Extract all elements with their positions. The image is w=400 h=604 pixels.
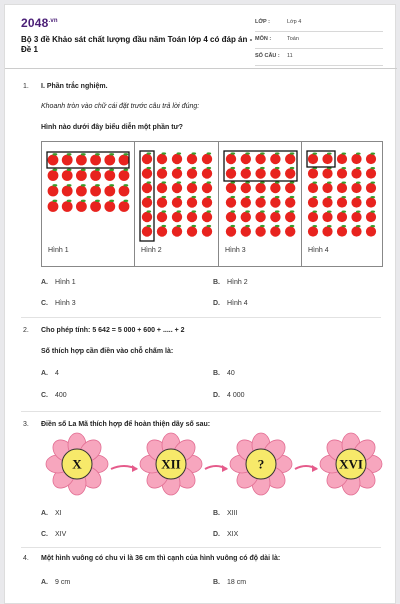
option-letter: A. [41,579,48,586]
question-text: I. Phần trắc nghiệm. [41,83,108,90]
apple-icon [202,167,212,179]
apple-icon [351,225,361,237]
apple-icon [366,182,376,194]
option-letter: B. [213,279,220,286]
option-a[interactable] [41,279,76,286]
apple-icon [351,211,361,223]
apple-icon [142,196,152,208]
option-text: Hình 1 [55,279,76,286]
apple-grid [135,142,219,246]
apple-icon [226,196,236,208]
apple-icon [226,167,236,179]
option-letter: D. [213,531,220,538]
apple-icon [226,210,236,222]
question-prompt: Hình nào dưới đây biểu diễn một phần tư? [41,124,183,131]
apple-icon [76,184,87,196]
option-letter: B. [213,510,220,517]
figure-label: Hình 4 [308,247,329,254]
apple-icon [270,196,280,208]
document-header [5,5,397,69]
apple-icon [62,153,73,165]
apple-icon [202,196,212,208]
apple-icon [90,169,101,181]
apple-icon [157,181,167,193]
apple-icon [157,210,167,222]
question-text: Điền số La Mã thích hợp để hoàn thiện dãy số sau: [41,421,211,428]
flower-label: XVI [339,456,363,472]
apple-icon [322,196,332,208]
flower-icon [140,433,202,495]
apple-grid [219,142,302,246]
apple-icon [119,169,130,181]
apple-icon [285,181,295,193]
option-a[interactable] [41,510,62,517]
apple-icon [119,200,130,212]
figure-label: Hình 1 [48,247,69,254]
apple-icon [308,225,318,237]
option-letter: C. [41,531,48,538]
apple-icon [142,167,152,179]
apple-icon [90,153,101,165]
option-c[interactable] [41,531,66,538]
apple-icon [270,225,280,237]
apple-icon [226,225,236,237]
apple-icon [270,210,280,222]
option-text: 4 [55,370,59,377]
apple-icon [172,181,182,193]
apple-icon [187,167,197,179]
option-b[interactable] [213,370,235,377]
question-prompt: Số thích hợp cần điền vào chỗ chấm là: [41,348,174,355]
apple-icon [270,167,280,179]
apple-icon [351,182,361,194]
option-text: 400 [55,392,67,399]
figure-label: Hình 2 [141,247,162,254]
question-number: 3. [23,421,29,428]
figure-4 [302,142,382,266]
option-letter: A. [41,510,48,517]
apple-icon [337,182,347,194]
apple-icon [187,181,197,193]
apple-icon [187,152,197,164]
meta-row-class [255,17,383,32]
figure-label: Hình 3 [225,247,246,254]
apple-icon [308,196,318,208]
apple-icon [202,210,212,222]
apple-icon [241,210,251,222]
apple-icon [90,200,101,212]
flower-sequence [41,429,383,499]
fraction-figures [41,141,383,267]
apple-icon [255,167,265,179]
option-text: XIX [227,531,239,538]
apple-icon [76,169,87,181]
apple-icon [142,181,152,193]
option-letter: A. [41,279,48,286]
logo-suffix: .vn [48,18,58,24]
apple-icon [241,225,251,237]
question-number: 4. [23,555,29,562]
apple-icon [90,184,101,196]
apple-icon [187,196,197,208]
option-text: 9 cm [55,579,71,586]
option-c[interactable] [41,392,67,399]
flower-icon [230,433,292,495]
apple-icon [255,152,265,164]
apple-icon [322,153,332,165]
apple-icon [62,169,73,181]
apple-icon [285,225,295,237]
question-number: 1. [23,83,29,90]
apple-icon [142,152,152,164]
apple-icon [119,153,130,165]
apple-icon [172,152,182,164]
roman-numeral-sequence [41,429,383,499]
arrow-head-icon [132,465,138,472]
apple-icon [172,225,182,237]
arrow-head-icon [222,465,228,472]
apple-icon [104,184,115,196]
apple-icon [104,200,115,212]
apple-grid [42,142,134,232]
apple-icon [351,196,361,208]
question-text: Cho phép tính: 5 642 = 5 000 + 600 + ..... + 2 [41,327,185,334]
apple-icon [76,153,87,165]
apple-icon [308,153,318,165]
apple-icon [322,225,332,237]
meta-label: LỚP : [255,19,270,25]
apple-icon [322,167,332,179]
option-letter: A. [41,370,48,377]
document-title: Bộ 3 đề Khảo sát chất lượng đầu năm Toán lớp 4 có đáp án - Đề 1 [21,35,253,54]
option-letter: C. [41,300,48,307]
option-text: XIII [227,510,238,517]
apple-icon [255,181,265,193]
option-b[interactable] [213,510,238,517]
document-page [4,4,396,604]
flower-label: XII [161,456,181,472]
figure-2 [135,142,219,266]
apple-icon [351,167,361,179]
apple-icon [351,153,361,165]
option-text: 18 cm [227,579,247,586]
meta-row-subject [255,34,383,49]
option-text: XI [55,510,62,517]
apple-icon [285,210,295,222]
apple-icon [226,181,236,193]
figure-1 [42,142,135,266]
option-d[interactable] [213,300,248,307]
question-instruction: Khoanh tròn vào chữ cái đặt trước câu trả lời đúng: [41,103,200,110]
apple-icon [187,225,197,237]
flower-icon [46,433,108,495]
highlight-box [47,152,129,168]
meta-value: Lớp 4 [287,19,302,25]
apple-icon [172,167,182,179]
apple-icon [157,152,167,164]
question-text: Một hình vuông có chu vi là 36 cm thì cạnh của hình vuông có độ dài là: [41,555,281,562]
option-letter: B. [213,579,220,586]
apple-icon [255,196,265,208]
option-text: 4 000 [227,392,245,399]
apple-icon [142,225,152,237]
apple-icon [366,153,376,165]
apple-icon [308,182,318,194]
divider [21,547,381,548]
option-letter: D. [213,300,220,307]
apple-icon [241,152,251,164]
arrow-head-icon [312,465,318,472]
apple-icon [62,184,73,196]
flower-icon [320,433,382,495]
option-a[interactable] [41,370,59,377]
apple-icon [62,200,73,212]
apple-icon [157,167,167,179]
option-text: 40 [227,370,235,377]
question-number: 2. [23,327,29,334]
apple-icon [366,211,376,223]
apple-icon [366,167,376,179]
apple-icon [337,167,347,179]
meta-row-count [255,51,383,66]
apple-icon [270,152,280,164]
apple-icon [48,153,59,165]
apple-icon [104,153,115,165]
option-text: Hình 2 [227,279,248,286]
option-d[interactable] [213,531,238,538]
apple-icon [76,200,87,212]
apple-icon [119,184,130,196]
apple-icon [285,152,295,164]
apple-icon [48,200,59,212]
apple-icon [48,184,59,196]
apple-icon [337,196,347,208]
apple-icon [202,225,212,237]
apple-icon [104,169,115,181]
option-text: Hình 3 [55,300,76,307]
apple-icon [142,210,152,222]
apple-icon [241,181,251,193]
apple-icon [157,225,167,237]
meta-value: 11 [287,53,293,59]
flower-label: ? [257,456,265,472]
apple-icon [172,196,182,208]
option-b[interactable] [213,279,248,286]
meta-value: Toán [287,36,299,42]
option-letter: D. [213,392,220,399]
document-meta [255,17,383,68]
apple-icon [308,211,318,223]
apple-icon [241,167,251,179]
apple-icon [48,169,59,181]
apple-icon [241,196,251,208]
apple-icon [285,196,295,208]
flower-label: X [72,456,82,472]
divider [21,411,381,412]
meta-label: SỐ CÂU : [255,53,280,59]
apple-icon [308,167,318,179]
apple-icon [322,182,332,194]
option-letter: C. [41,392,48,399]
apple-icon [226,152,236,164]
option-a[interactable] [41,579,70,586]
apple-icon [255,225,265,237]
apple-icon [337,225,347,237]
apple-icon [255,210,265,222]
option-d[interactable] [213,392,245,399]
apple-icon [157,196,167,208]
option-c[interactable] [41,300,76,307]
option-letter: B. [213,370,220,377]
option-text: XIV [55,531,67,538]
apple-icon [187,210,197,222]
apple-icon [366,196,376,208]
apple-icon [202,181,212,193]
divider [21,317,381,318]
apple-icon [285,167,295,179]
logo-text: 2048 [21,16,49,30]
figure-3 [219,142,302,266]
meta-label: MÔN : [255,36,272,42]
apple-grid [302,142,382,246]
apple-icon [337,153,347,165]
apple-icon [322,211,332,223]
option-b[interactable] [213,579,246,586]
apple-icon [172,210,182,222]
site-logo[interactable] [21,16,58,30]
apple-icon [270,181,280,193]
apple-icon [202,152,212,164]
option-text: Hình 4 [227,300,248,307]
apple-icon [337,211,347,223]
apple-icon [366,225,376,237]
